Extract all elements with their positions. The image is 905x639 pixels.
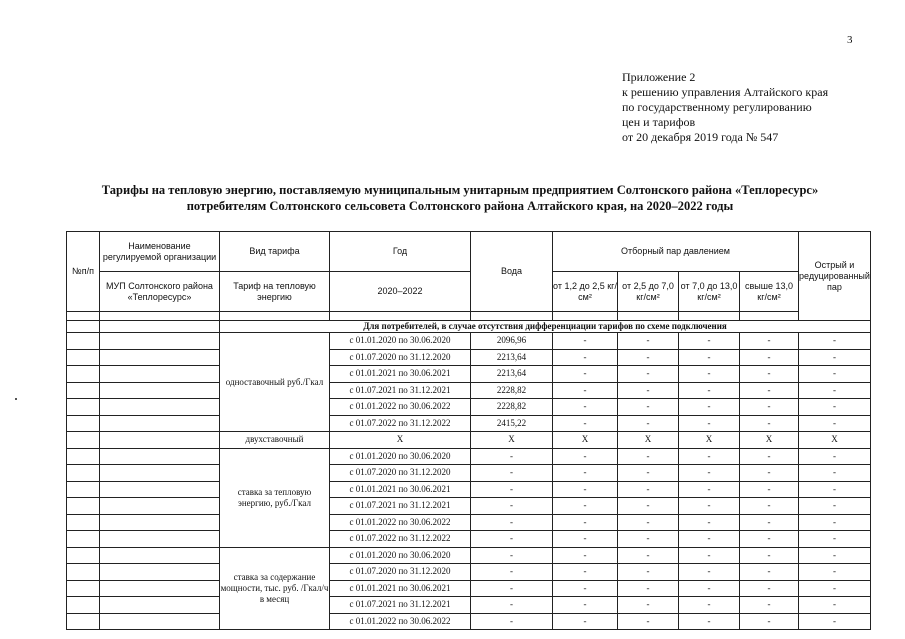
table-row bbox=[67, 448, 871, 465]
steam-value: X bbox=[679, 432, 740, 449]
num-cell bbox=[67, 514, 100, 531]
header-sharp-steam: Острый и редуцированный пар bbox=[799, 232, 871, 321]
steam-value: - bbox=[618, 349, 679, 366]
steam-value: - bbox=[679, 415, 740, 432]
title-line-2: потребителям Солтонского сельсовета Солтонского района Алтайского края, на 2020–2022 годы bbox=[186, 199, 734, 213]
steam-value: - bbox=[553, 531, 618, 548]
steam-value: - bbox=[618, 415, 679, 432]
steam-value: - bbox=[679, 547, 740, 564]
steam-value: - bbox=[679, 531, 740, 548]
steam-value: - bbox=[740, 465, 799, 482]
steam-value: - bbox=[618, 465, 679, 482]
appendix-line: Приложение 2 bbox=[622, 70, 696, 84]
table-row bbox=[67, 597, 871, 614]
table-row bbox=[67, 481, 871, 498]
org-cell bbox=[100, 597, 220, 614]
org-cell bbox=[100, 481, 220, 498]
org-cell bbox=[100, 349, 220, 366]
steam-value: - bbox=[799, 366, 871, 383]
org-cell bbox=[100, 580, 220, 597]
steam-value: - bbox=[679, 481, 740, 498]
tariff-kind-cell: одноставочный руб./Гкал bbox=[220, 333, 330, 432]
steam-value: - bbox=[740, 481, 799, 498]
water-value: - bbox=[471, 580, 553, 597]
header-pressure-2: от 2,5 до 7,0 кг/см² bbox=[618, 272, 679, 312]
water-value: 2415,22 bbox=[471, 415, 553, 432]
blank-cell bbox=[67, 312, 100, 321]
org-cell bbox=[100, 498, 220, 515]
table-row bbox=[67, 547, 871, 564]
document-title bbox=[60, 182, 860, 214]
steam-value: - bbox=[618, 564, 679, 581]
period-cell: с 01.01.2022 по 30.06.2022 bbox=[330, 613, 471, 630]
table-row bbox=[67, 531, 871, 548]
num-cell bbox=[67, 564, 100, 581]
steam-value: - bbox=[618, 498, 679, 515]
header-water: Вода bbox=[471, 232, 553, 312]
num-cell bbox=[67, 366, 100, 383]
period-cell: с 01.07.2021 по 31.12.2021 bbox=[330, 382, 471, 399]
steam-value: - bbox=[553, 448, 618, 465]
header-pressure-3: от 7,0 до 13,0 кг/см² bbox=[679, 272, 740, 312]
steam-value: - bbox=[679, 448, 740, 465]
header-org: Наименование регулируемой организации bbox=[100, 232, 220, 272]
period-cell: с 01.07.2021 по 31.12.2021 bbox=[330, 498, 471, 515]
steam-value: - bbox=[799, 399, 871, 416]
num-cell bbox=[67, 613, 100, 630]
water-value: 2213,64 bbox=[471, 366, 553, 383]
steam-value: - bbox=[553, 580, 618, 597]
org-cell bbox=[100, 333, 220, 350]
table-row bbox=[67, 613, 871, 630]
title-line-1: Тарифы на тепловую энергию, поставляемую муниципальным унитарным предприятием Солтонского района «Теплоресурс» bbox=[101, 183, 819, 197]
water-value: - bbox=[471, 448, 553, 465]
num-cell bbox=[67, 399, 100, 416]
steam-value: - bbox=[618, 613, 679, 630]
tariff-kind-cell: ставка за тепловую энергию, руб./Гкал bbox=[220, 448, 330, 547]
blank-cell bbox=[330, 312, 471, 321]
steam-value: - bbox=[740, 448, 799, 465]
steam-value: - bbox=[679, 399, 740, 416]
steam-value: - bbox=[740, 547, 799, 564]
steam-value: X bbox=[740, 432, 799, 449]
period-cell: с 01.01.2021 по 30.06.2021 bbox=[330, 366, 471, 383]
steam-value: - bbox=[618, 531, 679, 548]
steam-value: - bbox=[740, 514, 799, 531]
steam-value: - bbox=[618, 366, 679, 383]
steam-value: - bbox=[618, 333, 679, 350]
table-row bbox=[67, 333, 871, 350]
period-cell: с 01.01.2020 по 30.06.2020 bbox=[330, 333, 471, 350]
num-cell bbox=[67, 333, 100, 350]
water-value: 2228,82 bbox=[471, 382, 553, 399]
table-row bbox=[67, 349, 871, 366]
period-cell: с 01.07.2020 по 31.12.2020 bbox=[330, 564, 471, 581]
num-cell bbox=[67, 465, 100, 482]
steam-value: - bbox=[679, 597, 740, 614]
table-row bbox=[67, 514, 871, 531]
steam-value: - bbox=[799, 514, 871, 531]
steam-value: - bbox=[553, 349, 618, 366]
water-value: - bbox=[471, 514, 553, 531]
num-cell bbox=[67, 349, 100, 366]
steam-value: - bbox=[553, 366, 618, 383]
org-cell bbox=[100, 613, 220, 630]
org-cell bbox=[100, 514, 220, 531]
period-cell: с 01.01.2022 по 30.06.2022 bbox=[330, 399, 471, 416]
period-cell: с 01.01.2022 по 30.06.2022 bbox=[330, 514, 471, 531]
steam-value: X bbox=[618, 432, 679, 449]
blank-cell bbox=[100, 321, 220, 333]
blank-cell bbox=[67, 321, 100, 333]
steam-value: - bbox=[679, 613, 740, 630]
steam-value: - bbox=[799, 333, 871, 350]
period-cell: с 01.01.2021 по 30.06.2021 bbox=[330, 481, 471, 498]
num-cell bbox=[67, 580, 100, 597]
steam-value: - bbox=[740, 613, 799, 630]
steam-value: - bbox=[740, 399, 799, 416]
water-value: - bbox=[471, 465, 553, 482]
steam-value: - bbox=[618, 399, 679, 416]
divider-row: Для потребителей, в случае отсутствия дифференциации тарифов по схеме подключения bbox=[220, 321, 871, 333]
tariff-kind-cell: ставка за содержание мощности, тыс. руб. /Гкал/ч в месяц bbox=[220, 547, 330, 630]
table-row bbox=[67, 432, 871, 449]
steam-value: - bbox=[679, 333, 740, 350]
steam-value: - bbox=[618, 382, 679, 399]
appendix-block bbox=[622, 70, 828, 145]
steam-value: - bbox=[618, 481, 679, 498]
water-value: - bbox=[471, 597, 553, 614]
steam-value: - bbox=[618, 514, 679, 531]
page-number: 3 bbox=[847, 34, 853, 46]
steam-value: - bbox=[618, 580, 679, 597]
num-cell bbox=[67, 481, 100, 498]
steam-value: - bbox=[799, 613, 871, 630]
table-row bbox=[67, 580, 871, 597]
org-cell bbox=[100, 382, 220, 399]
period-cell: с 01.01.2020 по 30.06.2020 bbox=[330, 448, 471, 465]
steam-value: - bbox=[740, 415, 799, 432]
water-value: X bbox=[471, 432, 553, 449]
org-cell bbox=[100, 531, 220, 548]
header-year: Год bbox=[330, 232, 471, 272]
steam-value: - bbox=[740, 564, 799, 581]
period-cell: с 01.07.2020 по 31.12.2020 bbox=[330, 465, 471, 482]
steam-value: - bbox=[799, 498, 871, 515]
steam-value: - bbox=[679, 498, 740, 515]
steam-value: - bbox=[799, 465, 871, 482]
tariff-table bbox=[66, 231, 871, 630]
steam-value: - bbox=[553, 597, 618, 614]
num-cell bbox=[67, 597, 100, 614]
steam-value: - bbox=[799, 481, 871, 498]
blank-cell bbox=[740, 312, 799, 321]
num-cell bbox=[67, 531, 100, 548]
appendix-line: по государственному регулированию bbox=[622, 100, 812, 114]
num-cell bbox=[67, 432, 100, 449]
water-value: 2228,82 bbox=[471, 399, 553, 416]
steam-value: X bbox=[799, 432, 871, 449]
water-value: - bbox=[471, 613, 553, 630]
appendix-line: цен и тарифов bbox=[622, 115, 696, 129]
steam-value: - bbox=[679, 580, 740, 597]
water-value: 2096,96 bbox=[471, 333, 553, 350]
appendix-line: от 20 декабря 2019 года № 547 bbox=[622, 130, 779, 144]
steam-value: - bbox=[679, 366, 740, 383]
steam-value: - bbox=[799, 415, 871, 432]
steam-value: - bbox=[799, 448, 871, 465]
steam-value: - bbox=[799, 349, 871, 366]
steam-value: - bbox=[799, 597, 871, 614]
steam-value: - bbox=[553, 399, 618, 416]
appendix-line: к решению управления Алтайского края bbox=[622, 85, 829, 99]
org-cell bbox=[100, 366, 220, 383]
period-cell: с 01.07.2021 по 31.12.2021 bbox=[330, 597, 471, 614]
steam-value: - bbox=[553, 498, 618, 515]
steam-value: - bbox=[799, 564, 871, 581]
table-row bbox=[67, 399, 871, 416]
steam-value: - bbox=[679, 514, 740, 531]
period-cell: с 01.07.2022 по 31.12.2022 bbox=[330, 531, 471, 548]
num-cell bbox=[67, 448, 100, 465]
steam-value: - bbox=[740, 498, 799, 515]
steam-value: - bbox=[553, 514, 618, 531]
tariff-years: 2020–2022 bbox=[330, 272, 471, 312]
steam-value: - bbox=[553, 547, 618, 564]
org-cell bbox=[100, 399, 220, 416]
org-cell bbox=[100, 448, 220, 465]
steam-value: - bbox=[740, 349, 799, 366]
num-cell bbox=[67, 382, 100, 399]
steam-value: - bbox=[740, 580, 799, 597]
scan-speck bbox=[15, 398, 17, 400]
steam-value: - bbox=[679, 349, 740, 366]
steam-value: X bbox=[553, 432, 618, 449]
table-row bbox=[67, 564, 871, 581]
steam-value: - bbox=[679, 564, 740, 581]
period-cell: с 01.07.2020 по 31.12.2020 bbox=[330, 349, 471, 366]
steam-value: - bbox=[679, 382, 740, 399]
org-cell bbox=[100, 564, 220, 581]
blank-cell bbox=[220, 312, 330, 321]
num-cell bbox=[67, 498, 100, 515]
org-name: МУП Солтонского района «Теплоресурс» bbox=[100, 272, 220, 312]
water-value: - bbox=[471, 531, 553, 548]
water-value: 2213,64 bbox=[471, 349, 553, 366]
period-cell: с 01.07.2022 по 31.12.2022 bbox=[330, 415, 471, 432]
period-cell: с 01.01.2020 по 30.06.2020 bbox=[330, 547, 471, 564]
org-cell bbox=[100, 465, 220, 482]
steam-value: - bbox=[679, 465, 740, 482]
header-pressure-4: свыше 13,0 кг/см² bbox=[740, 272, 799, 312]
steam-value: - bbox=[553, 415, 618, 432]
tariff-kind: Тариф на тепловую энергию bbox=[220, 272, 330, 312]
blank-cell bbox=[471, 312, 553, 321]
steam-value: - bbox=[740, 333, 799, 350]
table-row bbox=[67, 382, 871, 399]
steam-value: - bbox=[618, 547, 679, 564]
table-row bbox=[67, 366, 871, 383]
num-cell bbox=[67, 547, 100, 564]
water-value: - bbox=[471, 481, 553, 498]
steam-value: - bbox=[553, 613, 618, 630]
header-pressure-1: от 1,2 до 2,5 кг/см² bbox=[553, 272, 618, 312]
steam-value: - bbox=[553, 382, 618, 399]
org-cell bbox=[100, 547, 220, 564]
water-value: - bbox=[471, 547, 553, 564]
num-cell bbox=[67, 415, 100, 432]
header-steam: Отборный пар давлением bbox=[553, 232, 799, 272]
steam-value: - bbox=[799, 531, 871, 548]
steam-value: - bbox=[740, 531, 799, 548]
steam-value: - bbox=[553, 333, 618, 350]
blank-cell bbox=[553, 312, 618, 321]
water-value: - bbox=[471, 498, 553, 515]
water-value: - bbox=[471, 564, 553, 581]
table-row bbox=[67, 415, 871, 432]
steam-value: - bbox=[799, 547, 871, 564]
blank-cell bbox=[100, 312, 220, 321]
steam-value: - bbox=[740, 382, 799, 399]
blank-cell bbox=[679, 312, 740, 321]
steam-value: - bbox=[799, 580, 871, 597]
steam-value: - bbox=[553, 481, 618, 498]
tariff-kind-cell: двухставочный bbox=[220, 432, 330, 449]
table-row bbox=[67, 465, 871, 482]
period-cell: с 01.01.2021 по 30.06.2021 bbox=[330, 580, 471, 597]
org-cell bbox=[100, 415, 220, 432]
steam-value: - bbox=[553, 465, 618, 482]
header-num: №п/п bbox=[67, 232, 100, 312]
header-kind: Вид тарифа bbox=[220, 232, 330, 272]
steam-value: - bbox=[740, 366, 799, 383]
blank-cell bbox=[618, 312, 679, 321]
steam-value: - bbox=[618, 448, 679, 465]
table-row bbox=[67, 498, 871, 515]
steam-value: - bbox=[618, 597, 679, 614]
org-cell bbox=[100, 432, 220, 449]
steam-value: - bbox=[740, 597, 799, 614]
period-cell: X bbox=[330, 432, 471, 449]
steam-value: - bbox=[799, 382, 871, 399]
steam-value: - bbox=[553, 564, 618, 581]
